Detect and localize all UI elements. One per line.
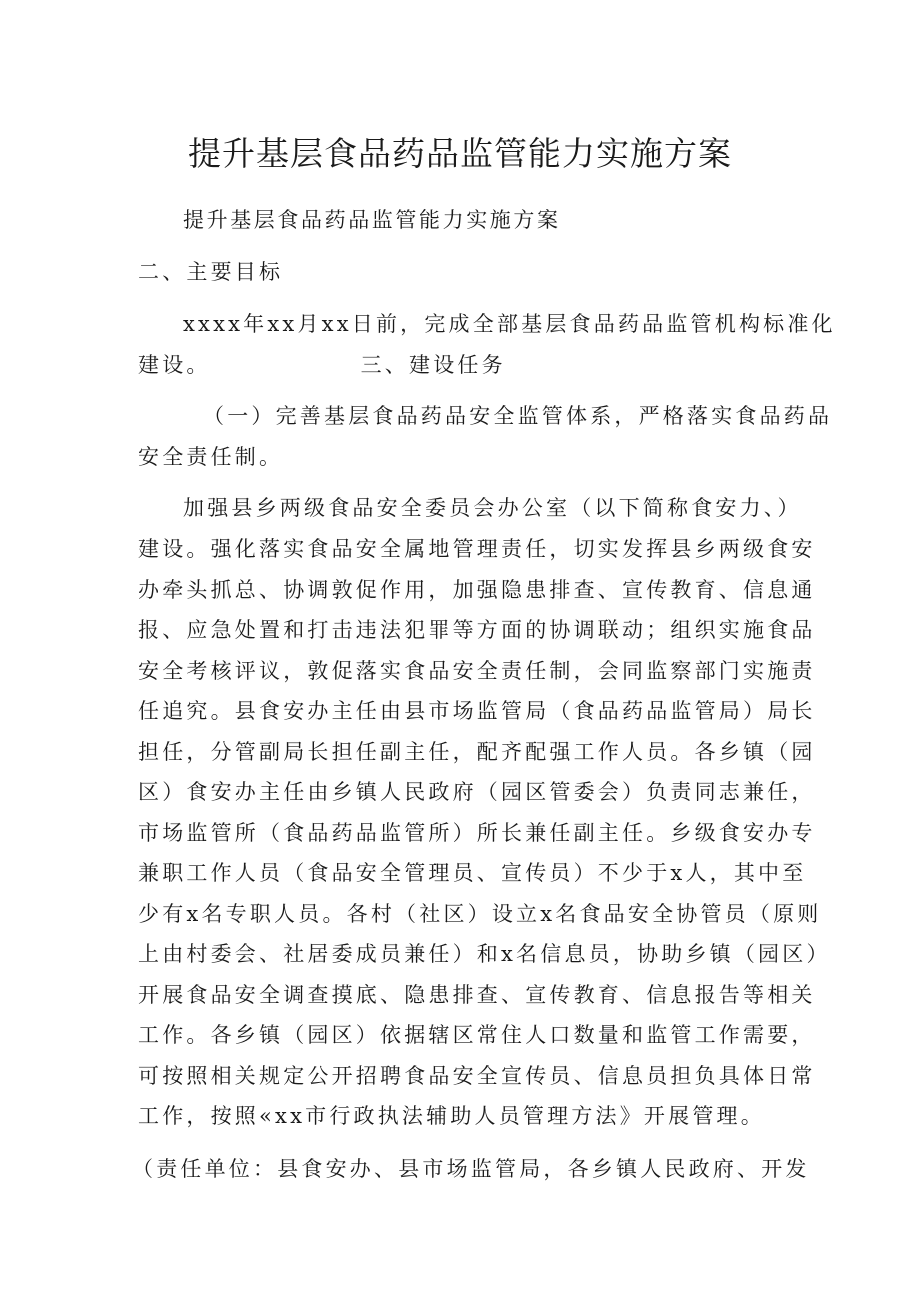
goal-paragraph-end-line [138, 349, 506, 379]
task1-heading-line: 安全责任制。 [138, 445, 284, 469]
section-heading-tasks: 三、建设任务 [360, 353, 506, 377]
body-line: 开展食品安全调查摸底、隐患排查、宣传教育、信息报告等相关 [138, 983, 816, 1007]
body-line: 市场监管所（食品药品监管所）所长兼任副主任。乡级食安办专 [138, 821, 816, 845]
task1-heading-line: （一）完善基层食品药品安全监管体系，严格落实食品药品 [203, 404, 833, 428]
body-line: 报、应急处置和打击违法犯罪等方面的协调联动；组织实施食品 [138, 618, 816, 642]
body-line: 兼职工作人员（食品安全管理员、宣传员）不少于x人，其中至 [138, 861, 807, 885]
body-line: 建设。强化落实食品安全属地管理责任，切实发挥县乡两级食安 [138, 537, 816, 561]
body-line: 可按照相关规定公开招聘食品安全宣传员、信息员担负具体日常 [138, 1064, 816, 1088]
goal-paragraph-end: 建设。 [138, 353, 211, 377]
section-heading-goals: 二、主要目标 [138, 260, 284, 284]
body-line: 安全考核评议，敦促落实食品安全责任制，会同监察部门实施责 [138, 659, 816, 683]
body-line: 工作，按照«xx市行政执法辅助人员管理方法》开展管理。 [138, 1104, 765, 1128]
document-title: 提升基层食品药品监管能力实施方案 [188, 134, 732, 173]
goal-paragraph-line: xxxx年xx月xx日前，完成全部基层食品药品监管机构标准化 [183, 312, 836, 336]
body-line: 任追究。县食安办主任由县市场监管局（食品药品监管局）局长 [138, 699, 816, 723]
body-line: 区）食安办主任由乡镇人民政府（园区管委会）负责同志兼任， [138, 780, 816, 804]
document-subtitle: 提升基层食品药品监管能力实施方案 [183, 208, 561, 232]
body-line: 工作。各乡镇（园区）依据辖区常住人口数量和监管工作需要， [138, 1023, 816, 1047]
responsibility-line: （责任单位：县食安办、县市场监管局，各乡镇人民政府、开发 [132, 1157, 810, 1181]
body-line: 办牵头抓总、协调敦促作用，加强隐患排查、宣传教育、信息通 [138, 578, 816, 602]
body-line: 上由村委会、社居委成员兼任）和x名信息员，协助乡镇（园区） [138, 942, 831, 966]
body-line: 加强县乡两级食品安全委员会办公室（以下简称食安力、） [183, 496, 802, 520]
body-line: 少有x名专职人员。各村（社区）设立x名食品安全协管员（原则 [138, 902, 822, 926]
body-line: 担任，分管副局长担任副主任，配齐配强工作人员。各乡镇（园 [138, 740, 816, 764]
